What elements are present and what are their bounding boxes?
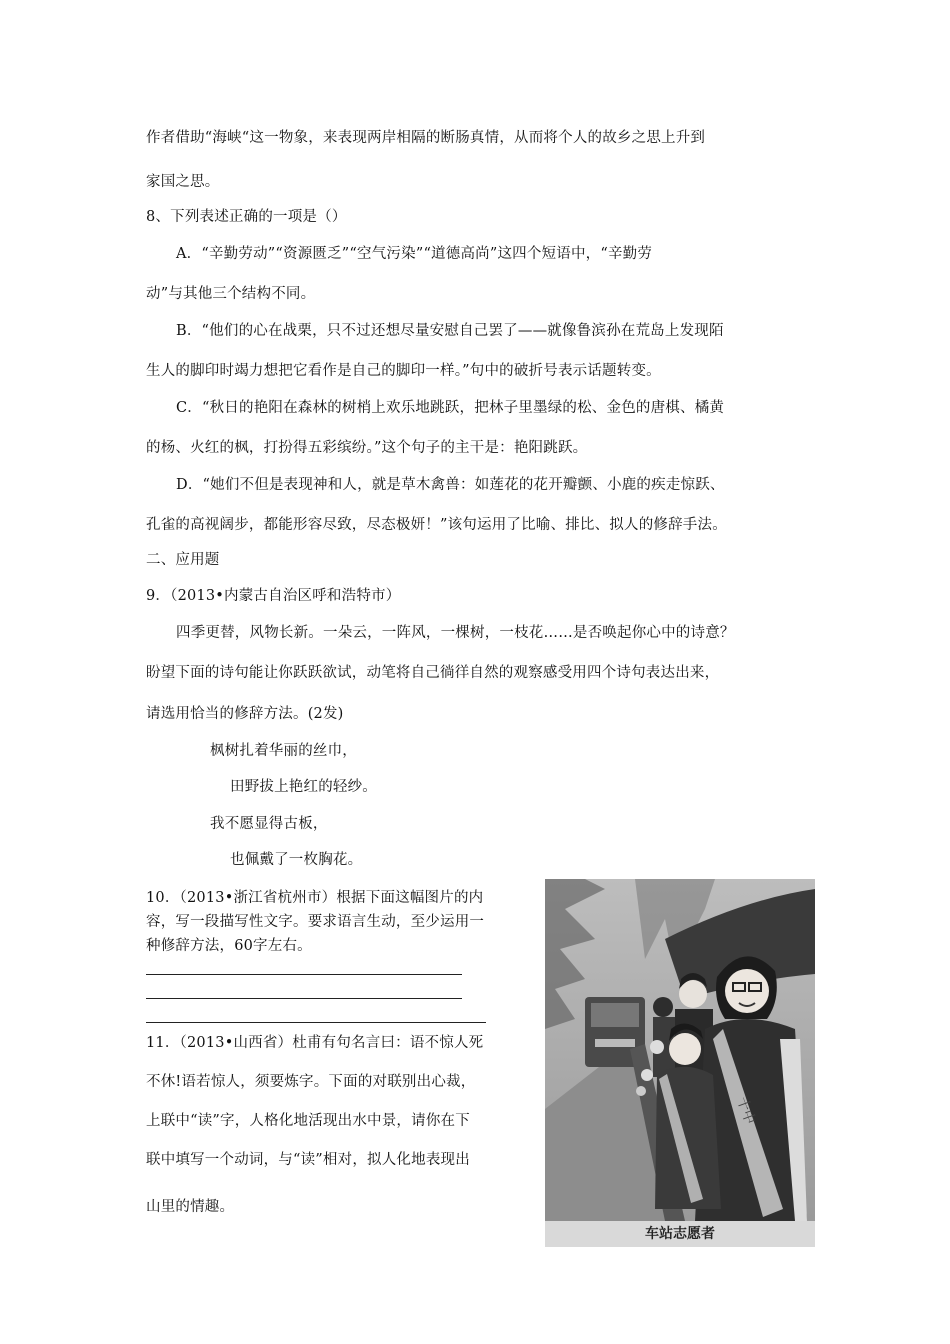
question-11-line3: 上联中“读”字，人格化地活现出水中景，请你在下: [146, 1113, 470, 1129]
question-9: 9．（2013•内蒙古自治区呼和浩特市）: [146, 588, 401, 604]
option-b-line2: 生人的脚印时竭力想把它看作是自己的脚印一样。”句中的破折号表示话题转变。: [146, 363, 661, 379]
photo-caption: 车站志愿者: [545, 1221, 815, 1247]
question-9-text-1: 四季更替，风物长新。一朵云，一阵风，一棵树，一枝花……是否唤起你心中的诗意？: [176, 625, 735, 641]
answer-line-2[interactable]: [146, 998, 462, 999]
poem-line-1: 枫树扎着华丽的丝巾，: [210, 743, 357, 759]
question-11-line4: 联中填写一个动词，与“读”相对，拟人化地表现出: [146, 1152, 470, 1168]
poem-line-2: 田野拔上艳红的轻纱。: [230, 779, 377, 795]
question-11-line1: 11．（2013•山西省）杜甫有句名言曰：语不惊人死: [146, 1035, 484, 1051]
poem-line-3: 我不愿显得古板，: [210, 816, 328, 832]
option-c-line2: 的杨、火红的枫，打扮得五彩缤纷。”这个句子的主干是：艳阳跳跃。: [146, 440, 588, 456]
question-11-line5: 山里的情趣。: [146, 1199, 235, 1215]
option-a-line2: 动”与其他三个结构不同。: [146, 286, 316, 302]
section-heading: 二、应用题: [146, 552, 220, 568]
poem-line-4: 也佩戴了一枚胸花。: [230, 852, 363, 868]
question-10-line3: 种修辞方法，60字左右。: [146, 938, 312, 954]
line-2: 家国之思。: [146, 174, 220, 190]
option-b-line1: B．“他们的心在战栗，只不过还想尽量安慰自己罢了——就像鲁滨孙在荒岛上发现陌: [176, 323, 724, 339]
sash-text: 十中: [733, 1094, 758, 1127]
question-11-line2: 不休!语若惊人，须要炼字。下面的对联别出心裁，: [146, 1074, 476, 1090]
answer-line-1[interactable]: [146, 974, 462, 975]
option-d-line2: 孔雀的高视阔步，都能形容尽致，尽态极妍！”该句运用了比喻、排比、拟人的修辞手法。: [146, 517, 727, 533]
option-a-line1: A．“辛勤劳动”“资源匮乏”“空气污染”“道德高尚”这四个短语中，“辛勤劳: [176, 246, 653, 262]
answer-line-3[interactable]: [146, 1022, 486, 1023]
question-9-text-3: 请选用恰当的修辞方法。(2发): [146, 706, 344, 722]
question-8: 8、下列表述正确的一项是（）: [146, 209, 347, 225]
question-9-text-2: 盼望下面的诗句能让你跃跃欲试，动笔将自己徜徉自然的观察感受用四个诗句表达出来，: [146, 665, 720, 681]
question-10-line1: 10．（2013•浙江省杭州市）根据下面这幅图片的内: [146, 890, 484, 906]
option-d-line1: D．“她们不但是表现神和人，就是草木禽兽：如莲花的花开瓣颤、小鹿的疾走惊跃、: [176, 477, 725, 493]
option-c-line1: C．“秋日的艳阳在森林的树梢上欢乐地跳跃，把林子里墨绿的松、金色的唐棋、橘黄: [176, 400, 725, 416]
volunteers-photo: [545, 879, 815, 1247]
line-1: 作者借助“海峡“这一物象，来表现两岸相隔的断肠真情，从而将个人的故乡之思上升到: [146, 130, 706, 146]
photo-illustration: [545, 879, 815, 1221]
question-10-line2: 容，写一段描写性文字。要求语言生动，至少运用一: [146, 914, 485, 930]
